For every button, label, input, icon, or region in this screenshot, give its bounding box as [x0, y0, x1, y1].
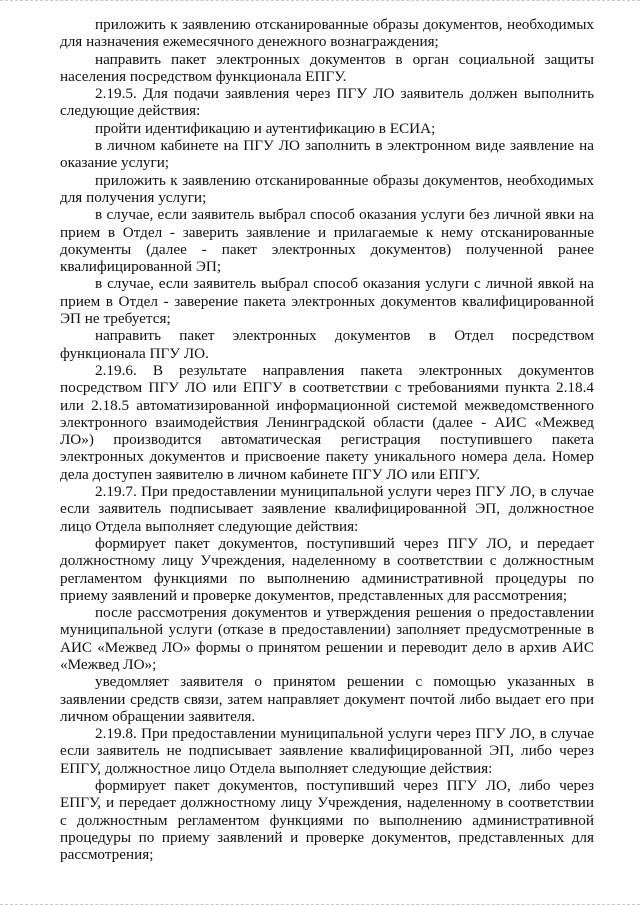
- paragraph: направить пакет электронных документов в Отдел посредством функционала ПГУ ЛО.: [60, 327, 594, 362]
- paragraph: 2.19.7. При предоставлении муниципальной услуги через ПГУ ЛО, в случае если заявитель подписывает заявление квалифицированной ЭП, должностное лицо Отдела выполняет следующие действия:: [60, 483, 594, 535]
- document-page: [60, 16, 594, 864]
- paragraph: после рассмотрения документов и утверждения решения о предоставлении муниципальной услуги (отказе в предоставлении) заполняет предусмотренные в АИС «Межвед ЛО» формы о принятом решении и переводит дело в архив АИС «Межвед ЛО»;: [60, 604, 594, 673]
- paragraph: 2.19.5. Для подачи заявления через ПГУ ЛО заявитель должен выполнить следующие действия:: [60, 85, 594, 120]
- paragraph: формирует пакет документов, поступивший через ПГУ ЛО, и передает должностному лицу Учреждения, наделенному в соответствии с должностным регламентом функциями по выполнению административной процедуры по приему заявлений и проверке документов, представленных для рассмотрения;: [60, 534, 594, 604]
- paragraph: уведомляет заявителя о принятом решении с помощью указанных в заявлении средств связи, затем направляет документ почтой либо выдает его при личном обращении заявителя.: [60, 673, 594, 725]
- paragraph: направить пакет электронных документов в орган социальной защиты населения посредством функционала ЕПГУ.: [60, 50, 594, 85]
- paragraph: 2.19.6. В результате направления пакета электронных документов посредством ПГУ ЛО или ЕПГУ в соответствии с требованиями пункта 2.18.4 или 2.18.5 автоматизированной информационной системой межведомственного электронного взаимодействия Ленинградской области (далее - АИС «Межвед ЛО») производится автоматическая регистрация поступившего пакета электронных документов и присвоение пакету уникального номера дела. Номер дела доступен заявителю в личном кабинете ПГУ ЛО или ЕПГУ.: [60, 361, 594, 483]
- paragraph: в случае, если заявитель выбрал способ оказания услуги с личной явкой на прием в Отдел - заверение пакета электронных документов квалифицированной ЭП не требуется;: [60, 275, 594, 328]
- paragraph: в случае, если заявитель выбрал способ оказания услуги без личной явки на прием в Отдел - заверить заявление и прилагаемые к нему отсканированные документы (далее - пакет электронных документов) полученной ранее квалифицированной ЭП;: [60, 206, 594, 276]
- paragraph: формирует пакет документов, поступивший через ПГУ ЛО, либо через ЕПГУ, и передает должностному лицу Учреждения, наделенному в соответствии с должностным регламентом функциями по выполнению административной процедуры по приему заявлений и проверке документов, представленных для рассмотрения;: [60, 777, 594, 864]
- paragraph: приложить к заявлению отсканированные образы документов, необходимых для назначения ежемесячного денежного вознаграждения;: [60, 16, 594, 51]
- paragraph: в личном кабинете на ПГУ ЛО заполнить в электронном виде заявление на оказание услуги;: [60, 137, 594, 172]
- paragraph: 2.19.8. При предоставлении муниципальной услуги через ПГУ ЛО, в случае если заявитель не подписывает заявление квалифицированной ЭП, либо через ЕПГУ, должностное лицо Отдела выполняет следующие действия:: [60, 725, 594, 777]
- page-top-edge: [0, 0, 640, 3]
- paragraph: приложить к заявлению отсканированные образы документов, необходимых для получения услуги;: [60, 171, 594, 206]
- paragraph: пройти идентификацию и аутентификацию в ЕСИА;: [95, 119, 436, 137]
